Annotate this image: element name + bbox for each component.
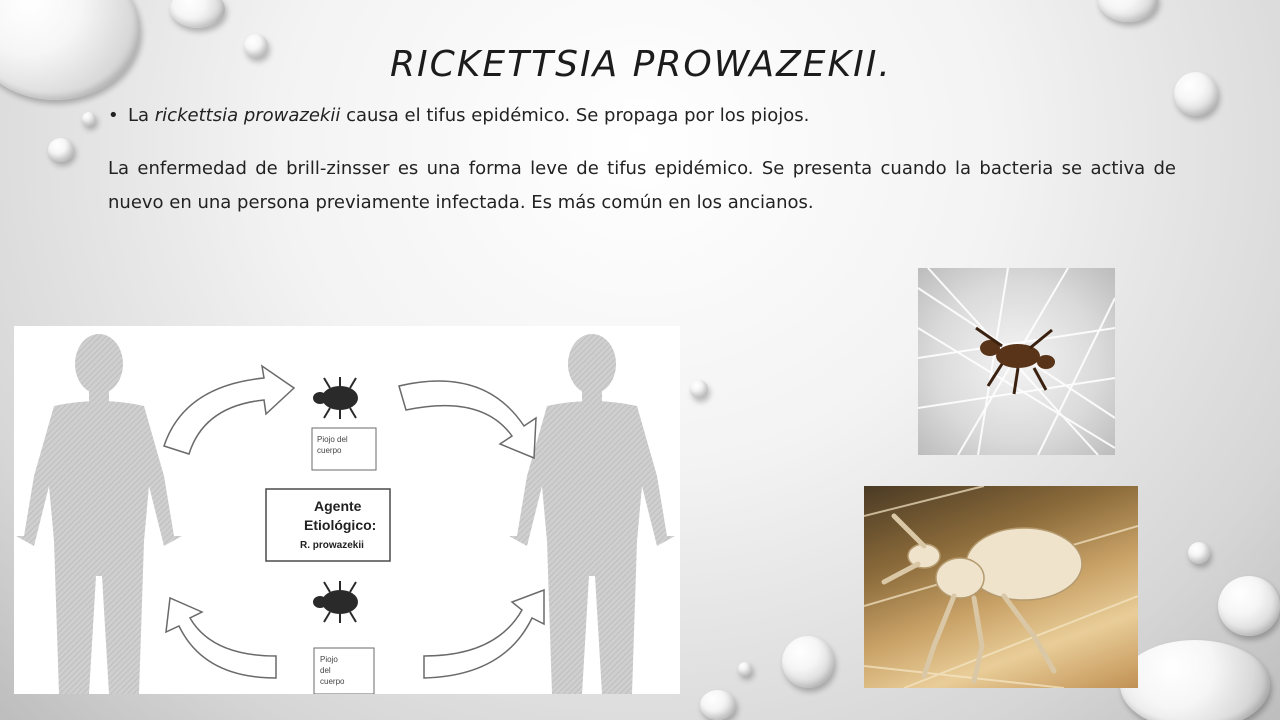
water-drop-decoration bbox=[1098, 0, 1158, 22]
transmission-diagram-svg bbox=[14, 326, 680, 694]
louse-on-hair-photo bbox=[918, 268, 1115, 455]
center-box-line-1: Agente bbox=[314, 498, 362, 514]
transmission-diagram bbox=[14, 326, 680, 694]
body-louse-closeup-photo-svg bbox=[864, 486, 1138, 688]
water-drop-decoration bbox=[1174, 72, 1218, 116]
top-box-line-1: Piojo del bbox=[317, 435, 348, 444]
bottom-box-line-1: Piojo bbox=[320, 655, 338, 664]
water-drop-decoration bbox=[1120, 640, 1270, 720]
cycle-arrow-bottom-left-icon bbox=[166, 598, 276, 678]
water-drop-decoration bbox=[48, 138, 74, 162]
bullet-italic-term: rickettsia prowazekii bbox=[154, 105, 341, 126]
bottom-box-line-3: cuerpo bbox=[320, 677, 345, 686]
water-drop-decoration bbox=[82, 112, 96, 126]
center-box-line-2: Etiológico: bbox=[304, 517, 377, 533]
bullet-item bbox=[108, 105, 809, 126]
body-louse-icon-bottom bbox=[313, 581, 358, 623]
bullet-dot-icon: • bbox=[108, 105, 119, 126]
bottom-box-line-2: del bbox=[320, 666, 331, 675]
cycle-arrow-top-right-icon bbox=[399, 381, 536, 458]
cycle-arrow-bottom-right-icon bbox=[424, 590, 544, 678]
bullet-prefix: La bbox=[128, 105, 155, 126]
louse-on-hair-photo-svg bbox=[918, 268, 1115, 455]
body-paragraph: La enfermedad de brill-zinsser es una forma leve de tifus epidémico. Se presenta cuando la bacteria se activa de nuevo en una persona previamente infectada. Es más común en los ancianos. bbox=[108, 158, 1176, 213]
water-drop-decoration bbox=[700, 690, 736, 720]
bullet-suffix: causa el tifus epidémico. Se propaga por los piojos. bbox=[340, 105, 810, 126]
water-drop-decoration bbox=[1218, 576, 1280, 636]
water-drop-decoration bbox=[738, 662, 752, 676]
water-drop-decoration bbox=[0, 0, 140, 100]
left-human-silhouette-icon bbox=[16, 334, 182, 694]
body-louse-closeup-photo bbox=[864, 486, 1138, 688]
water-drop-decoration bbox=[690, 380, 708, 398]
center-box-line-3: R. prowazekii bbox=[300, 540, 364, 551]
water-drop-decoration bbox=[1188, 542, 1210, 564]
top-box-line-2: cuerpo bbox=[317, 446, 342, 455]
body-louse-icon-top bbox=[313, 377, 358, 419]
water-drop-decoration bbox=[782, 636, 834, 688]
right-human-silhouette-icon bbox=[509, 334, 675, 694]
water-drop-decoration bbox=[244, 34, 268, 58]
cycle-arrow-top-left-icon bbox=[164, 366, 294, 454]
slide-title: RICKETTSIA PROWAZEKII. bbox=[390, 44, 892, 85]
water-drop-decoration bbox=[170, 0, 225, 28]
